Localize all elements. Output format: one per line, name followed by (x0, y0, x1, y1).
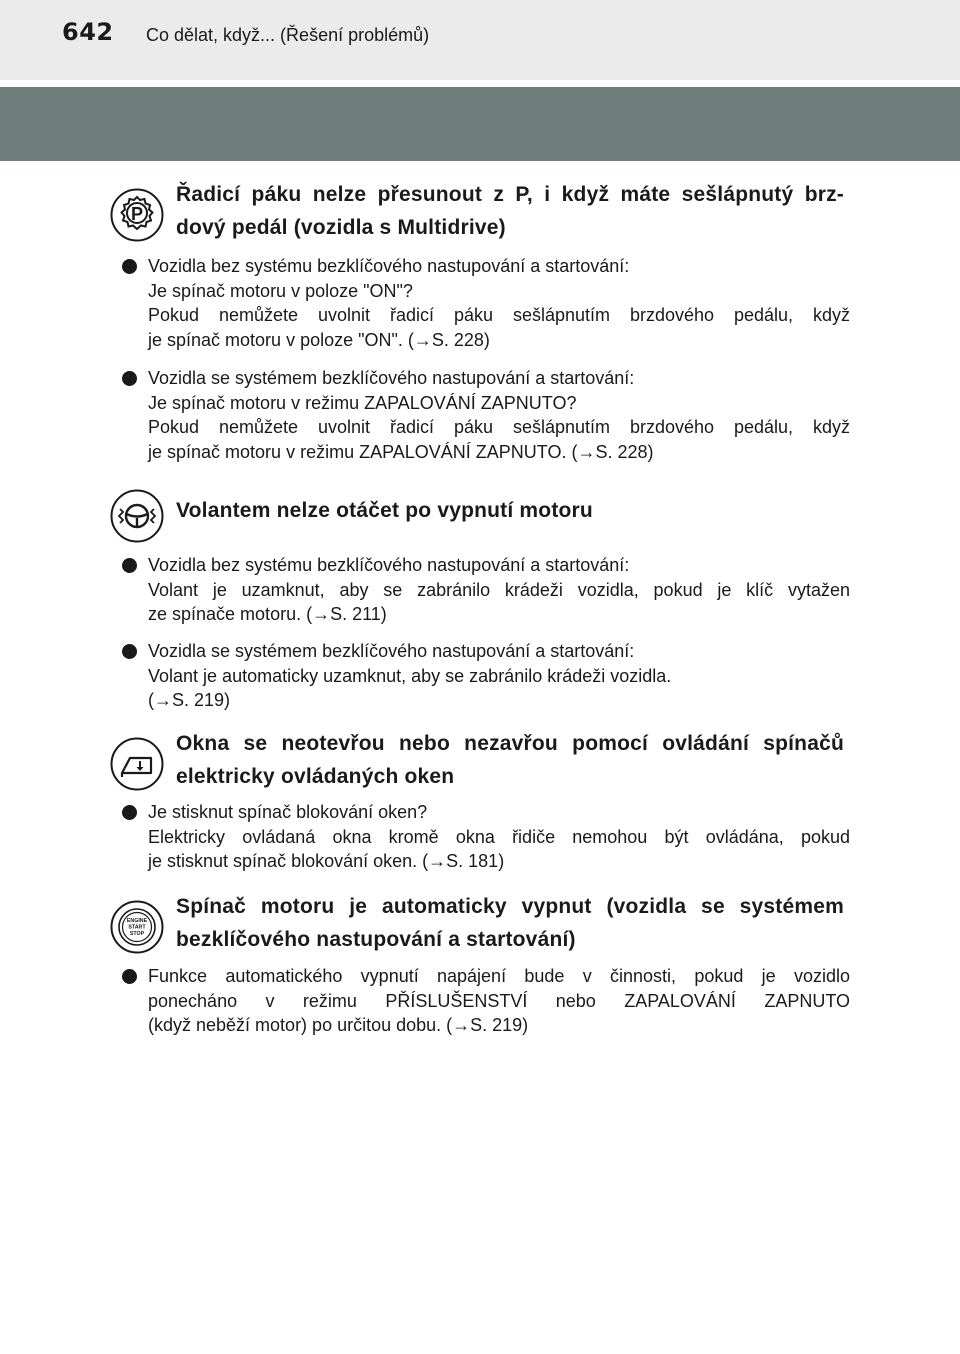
heading-line: bezklíčového nastupování a startování) (176, 928, 576, 951)
bullet-line: Vozidla se systémem bezklíčového nastupování a startování: (148, 641, 635, 661)
list-item (120, 254, 850, 352)
bullet-line: Elektricky ovládaná okna kromě okna řidiče nemohou být ovládána, pokud (148, 826, 850, 847)
section-heading (176, 494, 844, 527)
list-item (120, 553, 850, 627)
icon-label: START (128, 924, 146, 931)
bullet-line: Je spínač motoru v režimu ZAPALOVÁNÍ ZAPNUTO? (148, 392, 577, 413)
heading-line: elektricky ovládaných oken (176, 765, 455, 788)
heading-line: Okna se neotevřou nebo nezavřou pomocí ovládání spínačů (176, 732, 844, 755)
bullet-line: ze spínače motoru. (→S. 211) (148, 604, 387, 624)
list-item (120, 366, 850, 464)
shift-lock-p-gear-icon (110, 188, 164, 242)
heading-line: Volantem nelze otáčet po vypnutí motoru (176, 499, 593, 522)
section-heading (176, 178, 844, 244)
section-heading (176, 890, 844, 956)
section-heading (176, 727, 844, 793)
heading-line: Spínač motoru je automaticky vypnut (vozidla se systémem (176, 895, 844, 918)
heading-line: Řadicí páku nelze přesunout z P, i když máte sešlápnutý brz- (176, 183, 844, 206)
bullet-line: Volant je uzamknut, aby se zabránilo krádeži vozidla, pokud je klíč vytažen (148, 579, 850, 600)
bullet-line: Je spínač motoru v poloze "ON"? (148, 280, 413, 301)
bullet-dot-icon (122, 558, 137, 573)
bullet-line: je spínač motoru v poloze "ON". (→S. 228) (148, 329, 490, 350)
list-item (120, 964, 850, 1038)
page-header (0, 0, 960, 80)
bullet-line: (když neběží motor) po určitou dobu. (→S. 219) (148, 1015, 529, 1035)
heading-line: dový pedál (vozidla s Multidrive) (176, 216, 506, 239)
bullet-line: Pokud nemůžete uvolnit řadicí páku sešlápnutím brzdového pedálu, když (148, 417, 850, 437)
icon-label: ENGINE (126, 918, 148, 924)
svg-text:P: P (130, 204, 144, 224)
bullet-line: ponecháno v režimu PŘÍSLUŠENSTVÍ nebo ZAPALOVÁNÍ ZAPNUTO (148, 990, 850, 1011)
bullet-line: Vozidla bez systému bezklíčového nastupování a startování: (148, 555, 630, 575)
bullet-dot-icon (122, 644, 137, 659)
list-item (120, 800, 850, 874)
engine-start-stop-button-icon (110, 900, 164, 954)
page-number: 642 (62, 18, 114, 46)
bullet-line: je spínač motoru v režimu ZAPALOVÁNÍ ZAPNUTO. (→S. 228) (148, 441, 654, 462)
bullet-dot-icon (122, 259, 137, 274)
bullet-line: Funkce automatického vypnutí napájení bude v činnosti, pokud je vozidlo (148, 966, 850, 986)
power-window-icon (110, 737, 164, 791)
steering-lock-icon (110, 489, 164, 543)
icon-label: STOP (129, 931, 145, 937)
bullet-line: Pokud nemůžete uvolnit řadicí páku sešlápnutím brzdového pedálu, když (148, 305, 850, 325)
bullet-line: Je stisknut spínač blokování oken? (148, 802, 428, 822)
bullet-line: Vozidla bez systému bezklíčového nastupování a startování: (148, 256, 630, 276)
list-item (120, 639, 850, 713)
bullet-line: je stisknut spínač blokování oken. (→S. 181) (148, 851, 505, 871)
section-banner (0, 87, 960, 161)
bullet-line: Volant je automaticky uzamknut, aby se zabránilo krádeži vozidla. (148, 665, 672, 686)
bullet-dot-icon (122, 371, 137, 386)
bullet-line: Vozidla se systémem bezklíčového nastupování a startování: (148, 368, 635, 388)
running-title: Co dělat, když... (Řešení problémů) (146, 25, 430, 45)
bullet-dot-icon (122, 805, 137, 820)
bullet-dot-icon (122, 969, 137, 984)
bullet-line: (→S. 219) (148, 690, 231, 710)
